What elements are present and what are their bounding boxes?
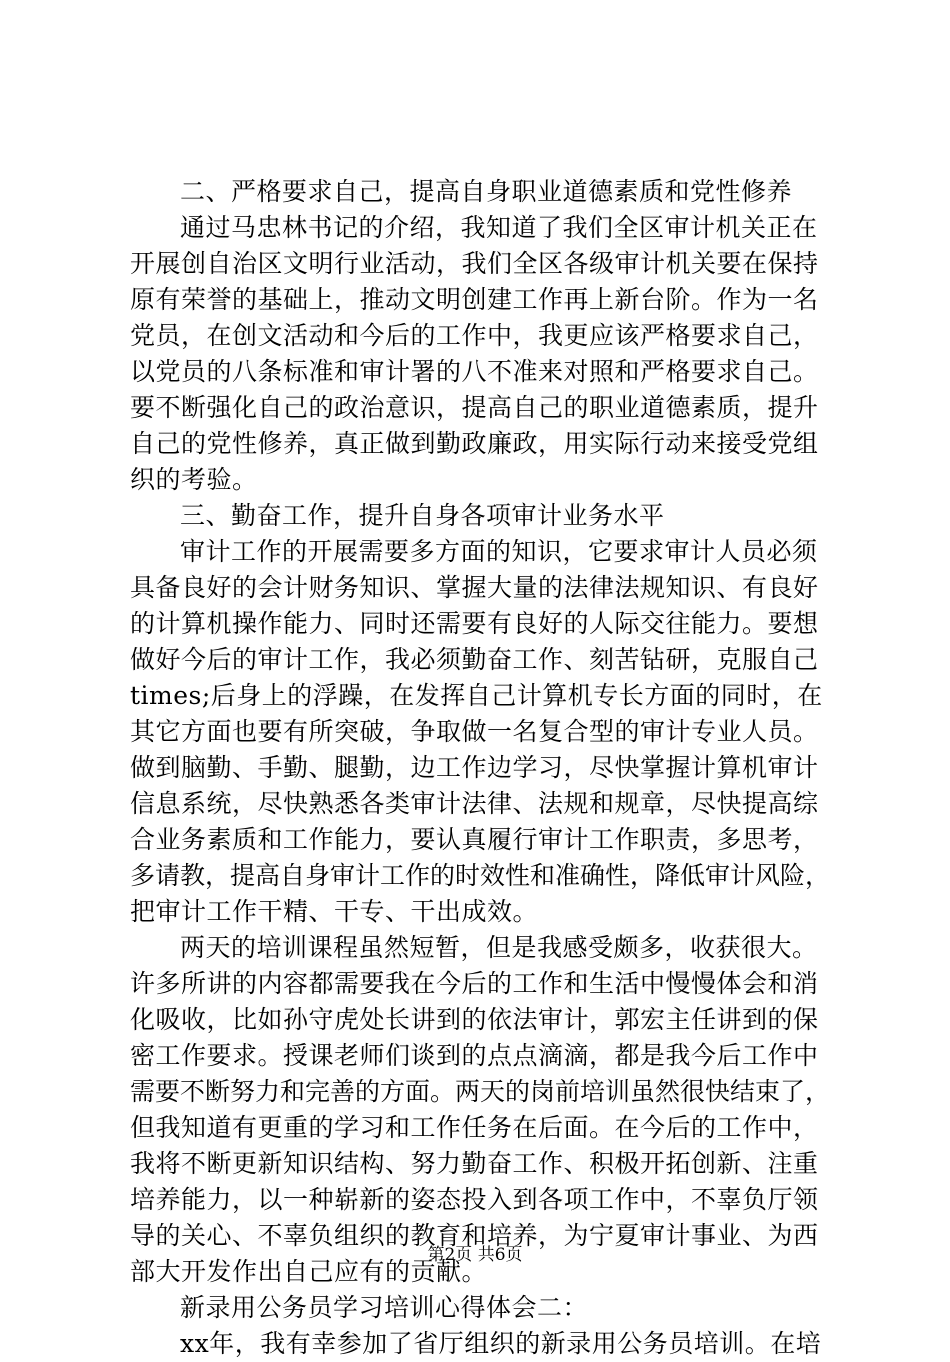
text-line: 做到脑勤、手勤、腿勤，边工作边学习，尽快掌握计算机审计 — [130, 753, 819, 782]
text-line: 以党员的八条标准和审计署的八不准来对照和严格要求自己。 — [130, 357, 819, 386]
text-line: 通过马忠林书记的介绍，我知道了我们全区审计机关正在 — [180, 213, 818, 242]
text-line: 需要不断努力和完善的方面。两天的岗前培训虽然很快结束了， — [130, 1077, 831, 1106]
text-line: 的计算机操作能力、同时还需要有良好的人际交往能力。要想 — [130, 609, 819, 638]
text-line: 党员，在创文活动和今后的工作中，我更应该严格要求自己， — [130, 321, 819, 350]
text-line: 我将不断更新知识结构、努力勤奋工作、积极开拓创新、注重 — [130, 1149, 819, 1178]
text-line: 导的关心、不辜负组织的教育和培养，为宁夏审计事业、为西 — [130, 1221, 819, 1250]
text-line: 二、严格要求自己，提高自身职业道德素质和党性修养 — [180, 177, 793, 206]
text-line: 密工作要求。授课老师们谈到的点点滴滴，都是我今后工作中 — [130, 1041, 819, 1070]
text-line: 信息系统，尽快熟悉各类审计法律、法规和规章，尽快提高综 — [130, 789, 819, 818]
text-line: 把审计工作干精、干专、干出成效。 — [130, 897, 539, 926]
text-line: 自己的党性修养，真正做到勤政廉政，用实际行动来接受党组 — [130, 429, 819, 458]
text-line: 合业务素质和工作能力，要认真履行审计工作职责，多思考， — [130, 825, 819, 854]
text-line: times;后身上的浮躁，在发挥自己计算机专长方面的同时，在 — [130, 681, 823, 710]
text-line: 具备良好的会计财务知识、掌握大量的法律法规知识、有良好 — [130, 573, 819, 602]
text-line: 多请教，提高自身审计工作的时效性和准确性，降低审计风险， — [130, 861, 831, 890]
text-line: 化吸收，比如孙守虎处长讲到的依法审计，郭宏主任讲到的保 — [130, 1005, 819, 1034]
text-line: xx年，我有幸参加了省厅组织的新录用公务员培训。在培 — [180, 1329, 822, 1358]
text-line: 其它方面也要有所突破，争取做一名复合型的审计专业人员。 — [130, 717, 819, 746]
text-line: 织的考验。 — [130, 465, 258, 494]
text-line: 审计工作的开展需要多方面的知识，它要求审计人员必须 — [180, 537, 818, 566]
text-line: 部大开发作出自己应有的贡献。 — [130, 1257, 488, 1286]
text-line: 培养能力，以一种崭新的姿态投入到各项工作中，不辜负厅领 — [130, 1185, 819, 1214]
text-line: 三、勤奋工作，提升自身各项审计业务水平 — [180, 501, 665, 530]
text-line: 做好今后的审计工作，我必须勤奋工作、刻苦钻研，克服自己 — [130, 645, 819, 674]
text-line: 开展创自治区文明行业活动，我们全区各级审计机关要在保持 — [130, 249, 819, 278]
text-line: 要不断强化自己的政治意识，提高自己的职业道德素质，提升 — [130, 393, 819, 422]
text-line: 但我知道有更重的学习和工作任务在后面。在今后的工作中， — [130, 1113, 819, 1142]
document-body — [130, 174, 830, 1362]
text-line: 两天的培训课程虽然短暂，但是我感受颇多，收获很大。 — [180, 933, 818, 962]
text-line: 新录用公务员学习培训心得体会二： — [180, 1293, 589, 1322]
page-footer: 第2页 共6页 — [427, 1245, 523, 1265]
text-line: 许多所讲的内容都需要我在今后的工作和生活中慢慢体会和消 — [130, 969, 819, 998]
text-line: 原有荣誉的基础上，推动文明创建工作再上新台阶。作为一名 — [130, 285, 819, 314]
